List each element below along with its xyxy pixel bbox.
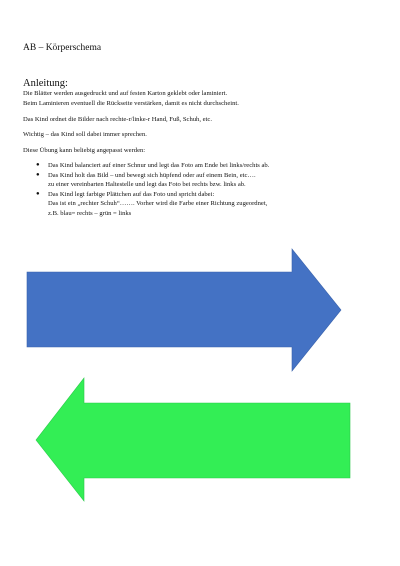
paragraph-1-line-1: Die Blätter werden ausgedruckt und auf festen Karton geklebt oder laminiert. [23, 90, 228, 97]
bullet-icon: ● [36, 190, 40, 197]
right-arrow-icon [27, 249, 341, 371]
instructions-heading: Anleitung: [23, 78, 68, 89]
bullet-icon: ● [36, 171, 40, 178]
paragraph-1-line-2: Beim Laminieren eventuell die Rückseite verstärken, damit es nicht durchscheint. [23, 100, 239, 107]
list-item-line: z.B. blau= rechts – grün = links [48, 209, 132, 217]
list-item-line: zu einer vereinbarten Haltestelle und legt das Foto bei rechts bzw. links ab. [48, 181, 246, 189]
page-title: AB – Körperschema [23, 43, 102, 53]
left-arrow-icon [36, 378, 350, 501]
bullet-icon: ● [36, 162, 40, 168]
instructions-paragraph-3: Wichtig – das Kind soll dabei immer sprechen. [23, 131, 147, 138]
list-item-line: Das ist ein „rechter Schuh“……. Vorher wird die Farbe einer Richtung zugeordnet, [48, 200, 268, 208]
list-item-line: Das Kind legt farbige Plättchen auf das Foto und spricht dabei: [48, 190, 215, 198]
list-item-line: Das Kind holt das Bild – und bewegt sich hüpfend oder auf einem Bein, etc…. [48, 171, 256, 179]
instructions-paragraph-4: Diese Übung kann beliebig angepasst werden: [23, 147, 146, 154]
instructions-paragraph-2: Das Kind ordnet die Bilder nach rechte-r/linke-r Hand, Fuß, Schuh, etc. [23, 116, 212, 123]
list-item-line: Das Kind balanciert auf einer Schnur und legt das Foto am Ende bei links/rechts ab. [48, 162, 270, 169]
